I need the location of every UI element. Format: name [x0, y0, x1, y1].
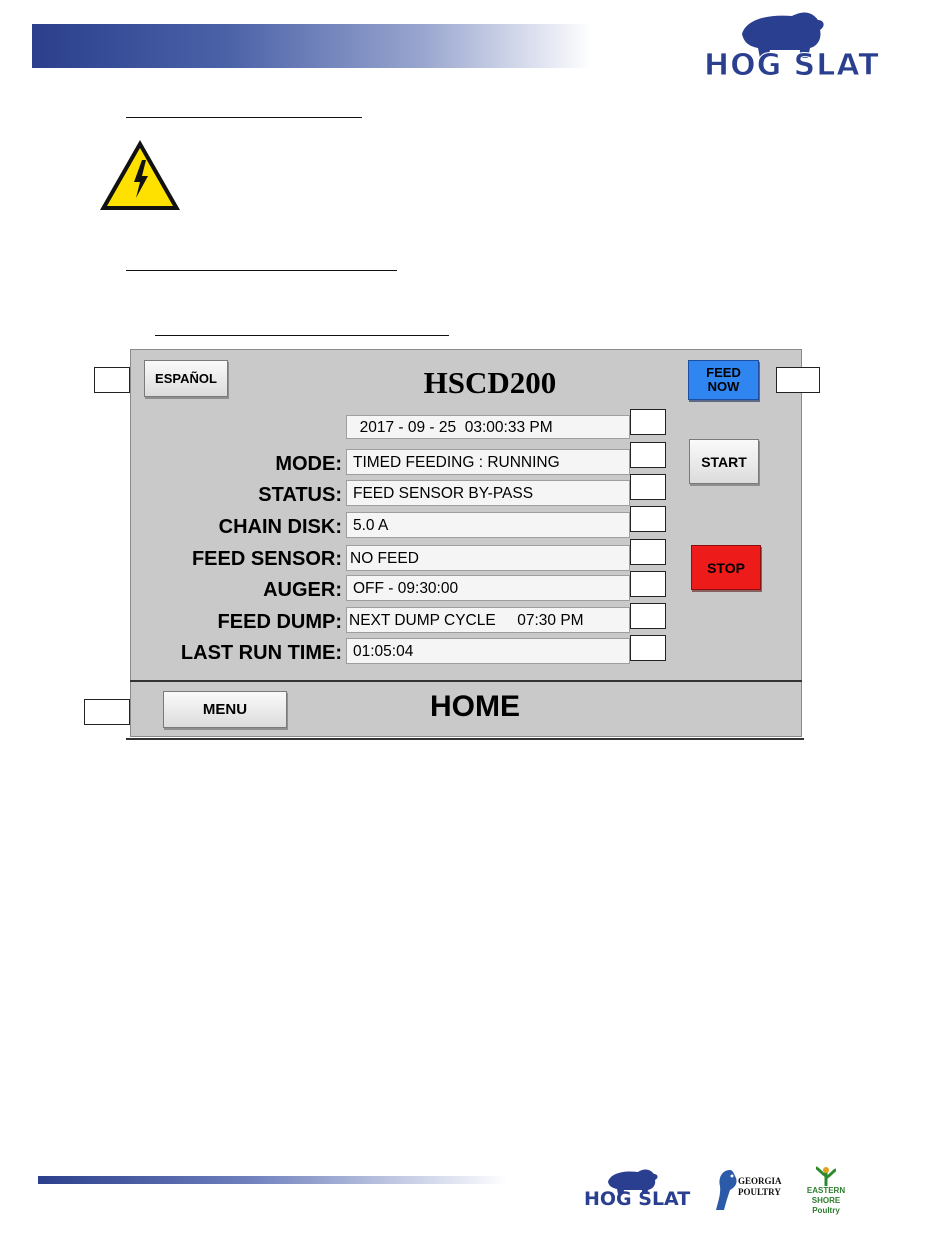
callout-box — [630, 539, 666, 565]
auger-value: OFF - 09:30:00 — [346, 575, 630, 601]
callout-box — [630, 409, 666, 435]
auger-label: AUGER: — [263, 579, 342, 601]
menu-button[interactable]: MENU — [163, 691, 287, 728]
callout-box — [630, 474, 666, 500]
chain-disk-label: CHAIN DISK: — [218, 516, 342, 538]
heading-rule-3 — [155, 335, 449, 336]
plant-icon — [802, 1166, 850, 1188]
mode-label: MODE: — [275, 453, 342, 475]
footer-gradient-bar — [38, 1176, 508, 1184]
eastern-shore-poultry-logo — [802, 1166, 850, 1215]
feed-dump-value: NEXT DUMP CYCLE 07:30 PM — [346, 607, 630, 633]
stop-button[interactable]: STOP — [691, 545, 761, 590]
last-run-time-label: LAST RUN TIME: — [180, 642, 342, 664]
callout-box — [94, 367, 130, 393]
heading-rule-2 — [126, 270, 397, 271]
eastern-shore-poultry-text: EASTERN SHORE Poultry — [806, 1186, 846, 1215]
chain-disk-value: 5.0 A — [346, 512, 630, 538]
header-gradient-bar — [32, 24, 592, 68]
hmi-screen — [130, 349, 802, 737]
hmi-bottom-rule — [126, 738, 804, 740]
footer-hog-slat-text: HOG SLAT — [584, 1188, 691, 1210]
feed-dump-label: FEED DUMP: — [217, 611, 342, 633]
mode-value: TIMED FEEDING : RUNNING — [346, 449, 630, 475]
feed-sensor-value: NO FEED — [346, 545, 630, 571]
feed-now-button[interactable] — [688, 360, 759, 400]
callout-box — [630, 571, 666, 597]
callout-box — [84, 699, 130, 725]
status-label: STATUS: — [258, 484, 342, 506]
datetime-display[interactable]: 2017 - 09 - 25 03:00:33 PM — [346, 415, 630, 439]
callout-box — [630, 506, 666, 532]
callout-box — [630, 442, 666, 468]
georgia-poultry-text: GEORGIA POULTRY — [738, 1176, 782, 1197]
hmi-footer-divider — [130, 680, 802, 682]
high-voltage-warning-icon — [98, 138, 182, 212]
footer-hog-slat-logo — [582, 1168, 692, 1212]
feed-now-label-line1: FEED — [706, 365, 741, 380]
callout-box — [776, 367, 820, 393]
hmi-title: HSCD200 — [423, 365, 557, 400]
georgia-poultry-logo — [712, 1166, 782, 1212]
status-value: FEED SENSOR BY-PASS — [346, 480, 630, 506]
callout-box — [630, 603, 666, 629]
feed-now-label-line2: NOW — [707, 379, 740, 394]
heading-rule-1 — [126, 117, 362, 118]
feed-sensor-label: FEED SENSOR: — [191, 548, 342, 570]
last-run-time-value: 01:05:04 — [346, 638, 630, 664]
screen-name-label: HOME — [430, 690, 520, 723]
hog-slat-logo-text: HOG SLAT — [704, 48, 880, 83]
callout-box — [630, 635, 666, 661]
start-button[interactable]: START — [689, 439, 759, 484]
espanol-button[interactable]: ESPAÑOL — [144, 360, 228, 397]
hog-slat-logo — [700, 8, 890, 82]
